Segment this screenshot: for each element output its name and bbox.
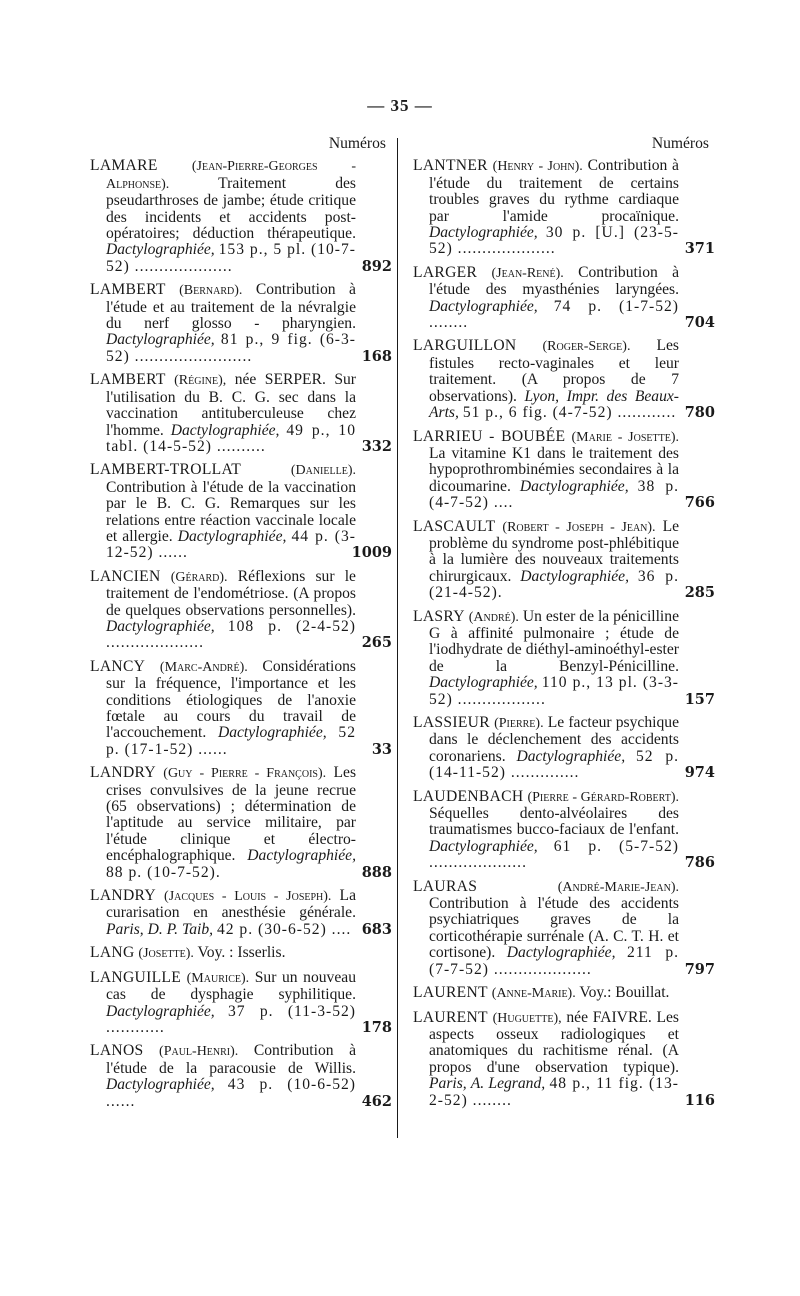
list-item	[413, 337, 715, 422]
publisher: Dactylographiée,	[247, 847, 356, 865]
author-given-names: (Guy - Pierre - François).	[163, 766, 327, 782]
entry-text	[413, 338, 709, 421]
list-item	[90, 1042, 392, 1110]
entry-number: 371	[684, 240, 715, 258]
author-given-names: (Maurice).	[186, 970, 250, 986]
entry-number: 786	[684, 854, 715, 872]
author-surname: LANGUILLE	[90, 968, 182, 986]
publisher: Lyon, Impr. des Beaux-Arts,	[429, 387, 680, 422]
publisher: Paris, A. Legrand,	[429, 1075, 546, 1093]
thesis-title: née SERPER. Sur l'utilisation du B. C. G. sec dans la vaccination antituberculeuse chez l'homme.	[106, 371, 356, 439]
right-column	[413, 135, 715, 1176]
list-item	[413, 263, 715, 332]
entry-number: 462	[361, 1092, 392, 1110]
list-item	[413, 607, 715, 708]
publisher: Dactylographiée,	[106, 331, 215, 349]
pagination-date: 38 p. (4-7-52) ....	[429, 477, 680, 512]
entry-text	[413, 715, 709, 782]
list-item	[413, 877, 715, 978]
author-given-names: (André).	[468, 609, 519, 625]
thesis-title: Contribution à l'étude du traitement de certains troubles graves du rythme cardiaque par l'amide procaïnique.	[429, 157, 679, 225]
publisher: Dactylographiée,	[106, 1076, 215, 1094]
author-surname: LANG	[90, 944, 135, 962]
author-given-names: (Roger-Serge).	[542, 339, 631, 355]
pagination-date: 37 p. (11-3-52) ............	[106, 1002, 356, 1036]
entry-number: 974	[684, 764, 715, 782]
entry-number: 704	[684, 314, 715, 332]
entry-number: 157	[684, 690, 715, 708]
pagination-date: 36 p. (21-4-52).	[429, 567, 679, 602]
author-given-names: (Pierre - Gérard-Robert).	[527, 789, 679, 805]
entry-text	[413, 429, 709, 512]
author-surname: LAMBERT	[90, 281, 166, 299]
thesis-title: Contribution à l'étude des myasthénies laryngées.	[429, 263, 680, 299]
publisher: Dactylographiée,	[506, 944, 616, 962]
author-given-names: (Jean-Pierre-Georges - Alphonse).	[106, 159, 356, 192]
entry-list	[413, 157, 715, 1109]
entry-text	[90, 765, 386, 881]
entry-text	[90, 945, 386, 962]
pagination-date: 30 p. [U.] (23-5-52) ....................	[429, 224, 679, 258]
list-item	[90, 887, 392, 938]
entry-text	[90, 1043, 386, 1110]
publisher: Dactylographiée,	[217, 724, 327, 742]
pagination-date: 48 p., 11 fig. (13-2-52) ........	[429, 1075, 679, 1109]
publisher: Dactylographiée,	[106, 617, 215, 635]
pagination-date: 211 p. (7-7-52) ....................	[429, 944, 680, 978]
author-surname: LASCAULT	[413, 517, 496, 535]
pagination-date: 110 p., 13 pl. (3-3-52) ..................	[429, 674, 680, 708]
list-item	[413, 1008, 715, 1109]
entry-text	[90, 970, 386, 1037]
pagination-date: 153 p., 5 pl. (10-7-52) ....................	[106, 241, 356, 275]
entry-text	[413, 609, 709, 708]
pagination-date: 81 p., 9 fig. (6-3-52) ........................	[106, 331, 356, 365]
publisher: Dactylographiée,	[520, 567, 629, 585]
entry-number: 168	[361, 347, 392, 365]
publisher: Dactylographiée,	[516, 747, 626, 765]
thesis-title: La vitamine K1 dans le traitement des hypoprothrombinémies secondaires à la dicoumarine.	[429, 444, 679, 495]
entry-number: 178	[361, 1018, 392, 1036]
author-surname: LASSIEUR	[413, 714, 490, 731]
column-divider	[397, 138, 398, 1138]
entry-number: 797	[684, 960, 715, 978]
pagination-date: 51 p., 6 fig. (4-7-52) ............	[462, 404, 677, 422]
entry-text	[90, 659, 386, 758]
thesis-title: Contribution à l'étude de la paracousie de Willis.	[106, 1042, 357, 1077]
author-surname: LANOS	[90, 1042, 144, 1060]
entry-text	[413, 789, 709, 872]
author-given-names: (André-Marie-Jean).	[557, 879, 679, 895]
left-column	[90, 135, 392, 1176]
publisher: Dactylographiée,	[429, 224, 538, 242]
author-surname: LAURENT	[413, 1008, 488, 1026]
thesis-title: Les fistules recto-vaginales et leur traitement. (A propos de 7 observations).	[429, 337, 679, 405]
list-item	[90, 371, 392, 455]
author-surname: LAUDENBACH	[413, 787, 524, 805]
author-surname: LARRIEU - BOUBÉE	[413, 427, 566, 445]
column-header-numeros: Numéros	[328, 135, 386, 152]
pagination-date: 49 p., 10 tabl. (14-5-52) ..........	[106, 421, 356, 455]
author-given-names: (Henry - John).	[492, 159, 583, 175]
author-surname: LAURENT	[413, 984, 488, 1002]
author-given-names: (Paul-Henri).	[159, 1044, 239, 1060]
entry-text	[413, 519, 709, 602]
author-surname: LANCIEN	[90, 567, 161, 585]
author-given-names: (Robert - Joseph - Jean).	[502, 519, 656, 535]
list-item	[413, 985, 709, 1002]
thesis-title: Réflexions sur le traitement de l'endométriose. (A propos de quelques observations personnelles).	[106, 567, 356, 619]
author-surname: LANCY	[90, 657, 146, 675]
author-given-names: (Huguette),	[492, 1010, 562, 1026]
publisher: Dactylographiée,	[106, 1002, 215, 1020]
author-given-names: (Jacques - Louis - Joseph).	[164, 889, 332, 905]
pagination-date: 52 p. (14-11-52) ..............	[429, 747, 680, 782]
entry-text	[90, 569, 386, 652]
thesis-title: Séquelles dento-alvéolaires des traumatismes bucco-faciaux de l'enfant.	[429, 805, 679, 839]
thesis-title: Un ester de la pénicilline G à affinité pulmonaire ; étude de l'iodhydrate de diéthyl-aminoéthyl-ester de la Benzyl-Pénicilline.	[429, 607, 679, 675]
author-surname: LAURAS	[413, 877, 478, 895]
entry-text	[90, 158, 386, 275]
pagination-date: 44 p. (3-12-52) ......	[106, 527, 356, 562]
pagination-date: 74 p. (1-7-52) ........	[429, 297, 679, 332]
entry-number: 683	[361, 920, 392, 938]
thesis-title: Le facteur psychique dans le déclenchement des accidents coronariens.	[429, 714, 679, 765]
publisher: Dactylographiée,	[106, 241, 215, 259]
author-given-names: (Danielle).	[290, 463, 356, 479]
author-given-names: (Anne-Marie).	[491, 986, 576, 1002]
pagination-date: 43 p. (10-6-52) ......	[106, 1076, 357, 1110]
list-item	[90, 945, 386, 962]
thesis-title: Sur un nouveau cas de dysphagie syphilitique.	[106, 968, 356, 1004]
thesis-title: Le problème du syndrome post-phlébitique à la lumière des nouveaux traitements chirurgicaux.	[429, 517, 680, 585]
thesis-title: Considérations sur la fréquence, l'importance et les conditions étiologiques de l'anoxie fœtale au cours du travail de l'accouchement.	[106, 657, 356, 742]
author-surname: LANDRY	[90, 887, 156, 905]
author-surname: LARGER	[413, 263, 478, 281]
entry-number: 892	[361, 257, 392, 275]
list-item	[413, 787, 715, 872]
list-item	[90, 968, 392, 1037]
author-given-names: (Gérard).	[170, 569, 228, 585]
pagination-date: 88 p. (10-7-52).	[106, 863, 221, 881]
entry-number: 116	[684, 1091, 715, 1109]
list-item	[413, 714, 715, 782]
thesis-title: Contribution à l'étude de la vaccination par le B. C. G. Remarques sur les relations entre réaction vaccinale locale et allergie.	[106, 478, 356, 545]
entry-number: 332	[361, 437, 392, 455]
pagination-date: 61 p. (5-7-52) ....................	[429, 837, 679, 872]
page-number: — 35 —	[367, 96, 433, 115]
entry-number: 285	[684, 584, 715, 602]
author-given-names: (Josette).	[138, 946, 194, 962]
publisher: Dactylographiée,	[429, 297, 538, 315]
thesis-title: Contribution à l'étude des accidents psychiatriques graves de la corticothérapie surrénale (A. C. T. H. et cortisone).	[429, 895, 679, 962]
list-item	[90, 461, 392, 562]
author-given-names: (Marie - Josette).	[571, 429, 679, 445]
pagination-date: 52 p. (17-1-52) ......	[106, 724, 356, 758]
column-header-numeros: Numéros	[651, 135, 709, 152]
author-surname: LAMBERT	[90, 371, 166, 389]
list-item	[90, 764, 392, 881]
author-surname: LASRY	[413, 607, 465, 625]
entry-text	[90, 282, 386, 365]
thesis-title: Traitement des pseudarthroses de jambe; étude critique des incidents et accidents post-opératoires; déduction thérapeutique.	[106, 174, 356, 243]
list-item	[90, 567, 392, 652]
pagination-date: 42 p. (30-6-52) ....	[216, 920, 352, 938]
author-given-names: (Jean-René).	[491, 265, 564, 281]
entry-number: 780	[684, 404, 715, 422]
publisher: Dactylographiée,	[177, 527, 287, 545]
entry-number: 888	[361, 863, 392, 881]
publisher: Dactylographiée,	[170, 421, 280, 439]
entry-number: 33	[371, 740, 392, 758]
publisher: Dactylographiée,	[429, 674, 538, 692]
author-surname: LAMARE	[90, 157, 158, 175]
author-surname: LANTNER	[413, 157, 488, 175]
entry-number: 766	[684, 494, 715, 512]
pagination-date: 108 p. (2-4-52) ....................	[106, 617, 357, 652]
entry-text	[90, 888, 386, 938]
publisher: Dactylographiée,	[429, 837, 538, 855]
thesis-title: La curarisation en anesthésie générale.	[106, 887, 356, 922]
entry-text	[413, 158, 709, 257]
publisher: Paris, D. P. Taib,	[106, 920, 214, 938]
author-given-names: (Régine),	[174, 373, 227, 389]
author-surname: LARGUILLON	[413, 337, 517, 355]
thesis-title: Les crises convulsives de la jeune recrue (65 observations) ; détermination de l'aptitude au service militaire, par l'étude clinique et électro-encéphalographique.	[106, 764, 357, 865]
thesis-title: Contribution à l'étude et au traitement de la névralgie du nerf glosso - pharyngien.	[106, 281, 356, 333]
author-given-names: (Marc-André).	[159, 659, 248, 675]
entry-text	[90, 462, 386, 561]
list-item	[90, 281, 392, 365]
author-surname: LANDRY	[90, 764, 156, 782]
list-item	[90, 657, 392, 758]
entry-list	[90, 157, 392, 1110]
entry-text	[413, 985, 709, 1002]
author-given-names: (Pierre).	[494, 716, 544, 731]
author-given-names: (Bernard).	[179, 283, 243, 299]
entry-text	[90, 372, 386, 455]
list-item	[413, 517, 715, 602]
list-item	[413, 157, 715, 258]
entry-text	[413, 1010, 709, 1109]
entry-number: 265	[361, 634, 392, 652]
list-item	[90, 157, 392, 275]
publisher: Dactylographiée,	[519, 477, 629, 495]
entry-text	[413, 265, 709, 332]
thesis-title: née FAIVRE. Les aspects osseux radiologiques et anatomiques du rachitisme rénal. (A propos d'une observation typique).	[429, 1008, 679, 1076]
thesis-title: Voy. : Isserlis.	[197, 944, 286, 962]
entry-text	[413, 879, 709, 978]
author-surname: LAMBERT-TROLLAT	[90, 461, 242, 479]
list-item	[413, 427, 715, 512]
thesis-title: Voy.: Bouillat.	[579, 984, 670, 1002]
entry-number: 1009	[351, 544, 392, 562]
